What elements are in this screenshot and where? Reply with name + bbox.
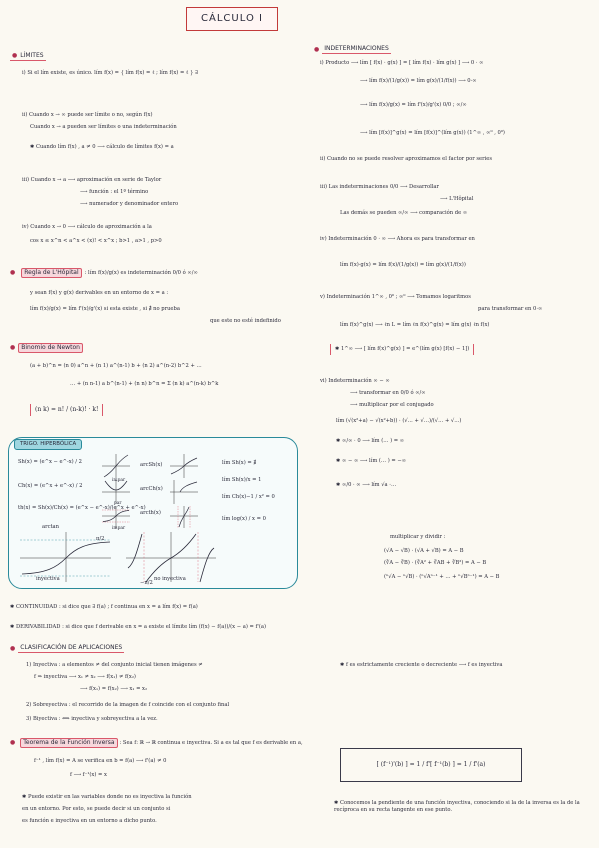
arcth-label: arcth(x) <box>140 510 161 516</box>
aplicaciones-section <box>10 644 124 653</box>
arcsh-label: arcSh(x) <box>140 462 163 468</box>
aplic-l1: 1) Inyectiva : a elementos ≠ del conjunto inicial tienen imágenes ≠ <box>26 662 203 668</box>
no-inyectiva-label: no inyectiva <box>154 576 186 582</box>
inversa-header: Teorema de la Función Inversa <box>20 738 117 748</box>
arcsh-graph <box>170 454 198 478</box>
indet-l2: ii) Cuando no se puede resolver aproximamos el factor por series <box>320 156 492 162</box>
inverse-derivative-formula: [ (f⁻¹)'(b) ] = 1 / f'[ f⁻¹(b) ] = 1 / f'(a) <box>340 748 522 782</box>
indet-l1: i) Producto ⟶ lím [ f(x) · g(x) ] = [ lím f(x) · lím g(x) ] ⟶ 0 · ∞ <box>320 60 484 66</box>
indet-l7c: ⟶ multiplicar por el conjugado <box>350 402 434 408</box>
page-title: CÁLCULO I <box>186 7 278 31</box>
lhopital-l2: y sean f(x) y g(x) derivables en un entorno de x = a : <box>30 290 169 296</box>
continuidad: ✱ CONTINUIDAD : si dice que ∃ f(a) ; f continua en x = a lím f(x) = f(a) <box>10 604 198 610</box>
th-def: th(x) = Sh(x)/Ch(x) = (e^x − e^-x)/(e^x + e^-x) <box>18 505 146 511</box>
limites-l2b: Cuando x → a pueden ser límites o una indeterminación <box>30 124 177 130</box>
aplic-l1c: ⟶ f(x₁) = f(x₂) ⟶ x₁ = x₂ <box>80 686 148 692</box>
indet-l11d: (ⁿ√A − ⁿ√B) · (ⁿ√Aⁿ⁻¹ + … + ⁿ√Bⁿ⁻¹) = A − B <box>384 574 500 580</box>
indet-l3: iii) Las indeterminaciones 0/0 ⟶ Desarrollar <box>320 184 439 190</box>
indet-l5c: lím f(x)^g(x) ⟶ ℓn L = lím ℓn f(x)^g(x) = lím g(x) ℓn f(x) <box>340 322 490 328</box>
indet-l11: multiplicar y dividir : <box>390 534 446 540</box>
indet-l1c: ⟶ lím f(x)/g(x) = lím f'(x)/g'(x) 0/0 ; ∞/∞ <box>360 102 467 108</box>
indet-l7d: lím (√(x²+a) − √(x²+b)) · (√… + √…)/(√… + √…) <box>336 418 462 424</box>
inversa-l1: : Sea f: ℝ → ℝ continua e inyectiva. Si a es tal que f es derivable en a, <box>119 739 303 746</box>
inversa-l4: ✱ Puede existir en las variables donde no es inyectiva la función <box>22 794 192 800</box>
aplic-l2: 2) Sobreyectiva : el recorrido de la imagen de f coincide con el conjunto final <box>26 702 230 708</box>
binomio-l2: … + (n n-1) a b^(n-1) + (n n) b^n = Σ (n k) a^(n-k) b^k <box>70 381 219 387</box>
inversa-note-right: ✱ Conocemos la pendiente de una función inyectiva, conociendo si la de la inversa es la de la recíproca en su recta tangente en ese punto. <box>334 800 580 814</box>
inversa-l5: en un entorno. Por esto, se puede decir si un conjunto si <box>22 806 171 812</box>
inversa-l3: f ⟶ f⁻¹(x) = x <box>70 772 107 778</box>
indet-l9: ✱ ∞ − ∞ ⟶ lím (… ) = −∞ <box>336 458 407 464</box>
aplic-l1b: f ⇒ inyectiva ⟶ x₁ ≠ x₂ ⟶ f(x₁) ≠ f(x₂) <box>34 674 136 680</box>
aplic-note-right: ✱ f es estrictamente creciente o decreciente ⟶ f es inyectiva <box>340 662 503 668</box>
bullet-icon: ● <box>12 52 18 59</box>
indet-l1b: ⟶ lím f(x)/(1/g(x)) = lím g(x)/(1/f(x)) ⟶ 0·∞ <box>360 78 477 84</box>
indet-l4: iv) Indeterminación 0 · ∞ ⟶ Ahora es para transformar en <box>320 236 475 242</box>
indet-l11b: (√A − √B) · (√A + √B) = A − B <box>384 548 464 554</box>
bullet-icon: ● <box>10 269 16 276</box>
trig-lim-4: lím log(x) / x = 0 <box>222 516 266 522</box>
inyectiva-label: inyectiva <box>36 576 60 582</box>
tanh-graph <box>102 506 130 528</box>
pi-half-label: π/2 <box>96 536 105 542</box>
indet-l11c: (∛A − ∛B) · (∛A² + ∛AB + ∛B²) = A − B <box>384 560 487 566</box>
indet-l5: v) Indeterminación 1^∞ , 0⁰ ; ∞⁰ ⟶ Tomamos logaritmos <box>320 294 471 300</box>
limites-l5b: cos x ≤ x^n < a^x < (x)! < x^x ; b>1 , a>1 , p>0 <box>30 238 162 244</box>
indet-l10: ✱ ∞/0 · ∞ ⟶ lím √a ·… <box>336 482 397 488</box>
lhopital-l4: que este no esté indefinido <box>210 318 281 324</box>
aplic-l3: 3) Biyectiva : ⟺ inyectiva y sobreyectiva a la vez. <box>26 716 158 722</box>
indet-l4b: lím f(x)·g(x) = lím f(x)/(1/g(x)) = lím g(x)/(1/f(x)) <box>340 262 466 268</box>
impar-label-1: impar <box>112 478 126 483</box>
indet-l6: ✱ 1^∞ ⟶ [ lím f(x)^g(x) ] = e^(lím g(x) [f(x) − 1]) <box>330 344 474 355</box>
bullet-icon: ● <box>10 739 16 746</box>
limites-l4a: ⟶ función : el 1º término <box>80 189 149 195</box>
arcch-graph <box>170 480 198 504</box>
par-label: par <box>114 501 122 506</box>
limites-header: ● LÍMITES <box>10 52 46 61</box>
sh-def: Sh(x) = (e^x − e^-x) / 2 <box>18 459 82 465</box>
trig-lim-1: lím Sh(x) = ∄ <box>222 460 257 466</box>
trig-graphs-top <box>100 452 230 530</box>
inversa-l2: f⁻¹ , lím f(x) = A se verifica en b = f(a) ⟶ f'(a) ≠ 0 <box>34 758 167 764</box>
trig-lim-3: lím Ch(x)−1 / x² = 0 <box>222 494 275 500</box>
bullet-icon: ● <box>314 45 320 53</box>
lhopital-section <box>10 268 198 278</box>
limites-section <box>10 52 46 61</box>
indet-l5b: para transformar en 0·∞ <box>478 306 543 312</box>
arctan-label: arctan <box>42 524 59 530</box>
indet-l8: ✱ ∞/∞ · 0 ⟶ lím (… ) = ∞ <box>336 438 405 444</box>
indet-l7: vi) Indeterminación ∞ − ∞ <box>320 378 390 384</box>
lhopital-l1: : lím f(x)/g(x) es indeterminación 0/0 ó ∞/∞ <box>84 269 198 276</box>
indet-l3c: Las demás se pueden ∞/∞ ⟶ comparación de ∞ <box>340 210 468 216</box>
inversa-section <box>10 738 303 748</box>
indet-section <box>314 45 391 54</box>
inversa-l6: es función e inyectiva en un entorno a dicho punto. <box>22 818 157 824</box>
limites-l4b: ⟶ numerador y denominador entero <box>80 201 179 207</box>
aplicaciones-header: CLASIFICACIÓN DE APLICACIONES <box>18 644 124 653</box>
indet-header: INDETERMINACIONES <box>322 45 391 54</box>
tan-graph <box>126 532 216 582</box>
impar-label-2: impar <box>112 526 126 531</box>
derivabilidad: ✱ DERIVABILIDAD : si dice que f derivable en x = a existe el límite lím (f(x) − f(a))/(x − a) = f'(a) <box>10 624 266 630</box>
arcch-label: arcCh(x) <box>140 486 163 492</box>
limites-l4: iii) Cuando x → a ⟶ aproximación en serie de Taylor <box>22 177 162 183</box>
indet-l7b: ⟶ transformar en 0/0 ó ∞/∞ <box>350 390 426 396</box>
limites-l5: iv) Cuando x → 0 ⟶ cálculo de aproximación a la <box>22 224 152 230</box>
arcth-graph <box>170 506 198 528</box>
limites-l1: i) Si el lím existe, es único. lím f(x) = { lím f(x) = ℓ ; lím f(x) = ℓ } ∃ <box>22 70 198 76</box>
limites-l3: ✱ Cuando lím f(x) , a ≠ 0 ⟶ cálculo de límites f(x) = a <box>30 144 174 150</box>
binomio-section <box>10 343 83 353</box>
limites-l2a: ii) Cuando x → ∞ puede ser límite o no, según f(x) <box>22 112 153 118</box>
binomio-l3: (n k) = n! / (n-k)! · k! <box>30 404 103 416</box>
ch-def: Ch(x) = (e^x + e^-x) / 2 <box>18 483 83 489</box>
trig-tag: TRIGO. HIPERBÓLICA <box>14 439 82 450</box>
bullet-icon: ● <box>10 644 16 652</box>
sinh-graph <box>102 454 130 478</box>
bullet-icon: ● <box>10 344 16 351</box>
indet-l3b: ⟶ L'Hôpital <box>440 196 474 202</box>
lhopital-header: Regla de L'Hôpital <box>21 268 81 278</box>
binomio-header: Binomio de Newton <box>18 343 83 353</box>
binomio-l1: (a + b)^n = (n 0) a^n + (n 1) a^(n-1) b + (n 2) a^(n-2) b^2 + … <box>30 363 202 369</box>
minus-pi-half-label: −π/2 <box>140 580 153 586</box>
lhopital-l3: lím f(x)/g(x) = lím f'(x)/g'(x) si esta existe , si ∄ no prueba <box>30 306 180 312</box>
trig-lim-2: lím Sh(x)/x = 1 <box>222 477 262 483</box>
indet-l1d: ⟶ lím [f(x)]^g(x) = lím [f(x)]^(lím g(x)) (1^∞ , ∞⁰ , 0⁰) <box>360 130 505 136</box>
